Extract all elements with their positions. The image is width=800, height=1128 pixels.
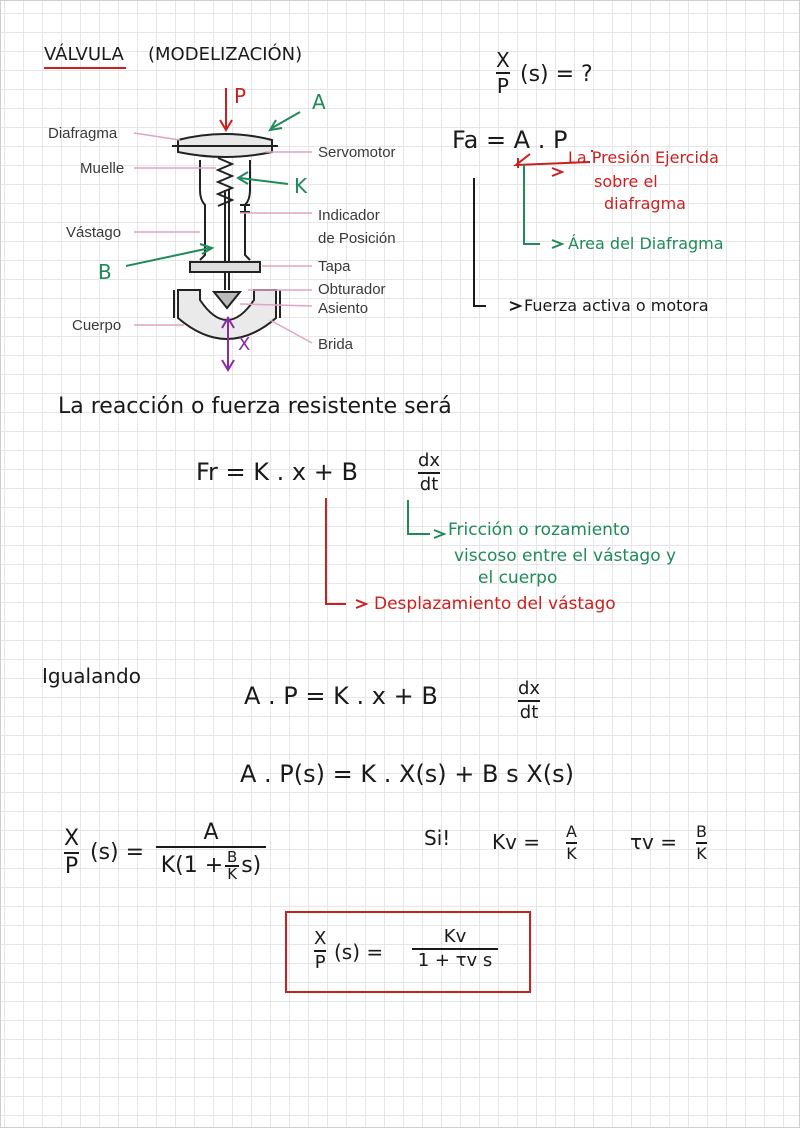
note-force: Fuerza activa o motora [524,296,709,315]
fr-derivative-num: dx [418,450,441,471]
label-indicador: Indicador [318,207,380,224]
eq3-result-den [161,850,261,882]
eq1-derivative-num: dx [518,678,541,699]
eq3-xp-num: X [64,826,80,851]
label-muelle: Muelle [80,160,125,177]
question-numerator: X [496,48,510,72]
eq1-derivative [518,680,540,722]
mark-a: A [312,90,326,114]
eq3-xp-fraction [64,828,79,878]
mark-p: P [234,84,247,108]
label-vastago: Vástago [66,224,122,241]
eq3-result-num: A [203,820,219,845]
kv-fraction [566,824,577,862]
equating-label: Igualando [42,664,141,688]
fr-derivative-den: dt [419,474,439,495]
tv-lhs: τv = [630,830,677,854]
note-area: Área del Diafragma [568,234,724,253]
final-rest: (s) = [334,940,384,964]
final-xp-fraction [314,930,326,972]
label-servomotor: Servomotor [318,144,396,161]
page-subtitle: (MODELIZACIÓN) [148,44,303,65]
force-equation: Fa = A . P [452,126,568,154]
kv-den: K [566,844,577,863]
note-pressure-1: La Presión Ejercida [568,148,719,167]
eq1-lhs: A . P = K . x + B [244,682,438,710]
final-result-den: 1 + τv s [417,950,493,971]
label-cuerpo: Cuerpo [72,317,122,334]
eq3-result-fraction [156,822,266,882]
valve-drawing [172,134,280,339]
kv-num: A [566,822,577,841]
friction-note-3: el cuerpo [478,568,558,588]
label-tapa: Tapa [318,258,351,275]
eq2: A . P(s) = K . X(s) + B s X(s) [240,760,574,788]
leader-lines [134,133,312,343]
fr-derivative [418,452,440,494]
eq1-derivative-den: dt [519,702,539,723]
tv-fraction [696,824,707,862]
question-rest: (s) = ? [520,62,593,87]
friction-note-2: viscoso entre el vástago y [454,546,677,566]
eq3-den-right: s) [241,853,262,878]
final-result-num: Kv [443,926,467,947]
eq3-xp-den: P [64,854,79,879]
question-denominator: P [496,74,509,98]
mark-k: K [294,174,308,198]
question-fraction [496,50,510,96]
reaction-intro: La reacción o fuerza resistente será [58,394,452,419]
label-diafragma: Diafragma [48,125,118,142]
displacement-note: Desplazamiento del vástago [374,594,616,614]
final-xp-den: P [314,952,326,973]
eq3-rest: (s) = [90,840,145,865]
fr-equation-lhs: Fr = K . x + B [196,458,358,486]
eq3-den-left: K(1 + [160,853,224,878]
kv-lhs: Kv = [492,830,541,854]
tv-num: B [696,822,707,841]
friction-note-1: Fricción o rozamiento [448,520,630,540]
eq3-den-k: K [227,865,238,883]
mark-x: X [238,334,251,355]
si-label: Si! [424,826,451,850]
tv-den: K [696,844,707,863]
label-asiento: Asiento [318,300,369,317]
final-result-fraction [412,928,498,970]
eq3-den-b: B [227,848,238,866]
label-de-posicion: de Posición [318,230,396,247]
mark-b: B [98,260,112,284]
note-pressure-2: sobre el [594,172,658,191]
final-xp-num: X [314,928,327,949]
eq3-den-bk [225,850,239,882]
label-obturador: Obturador [318,281,386,298]
page-title: VÁLVULA [44,44,124,65]
label-brida: Brida [318,336,354,353]
note-pressure-3: diafragma [604,194,686,213]
